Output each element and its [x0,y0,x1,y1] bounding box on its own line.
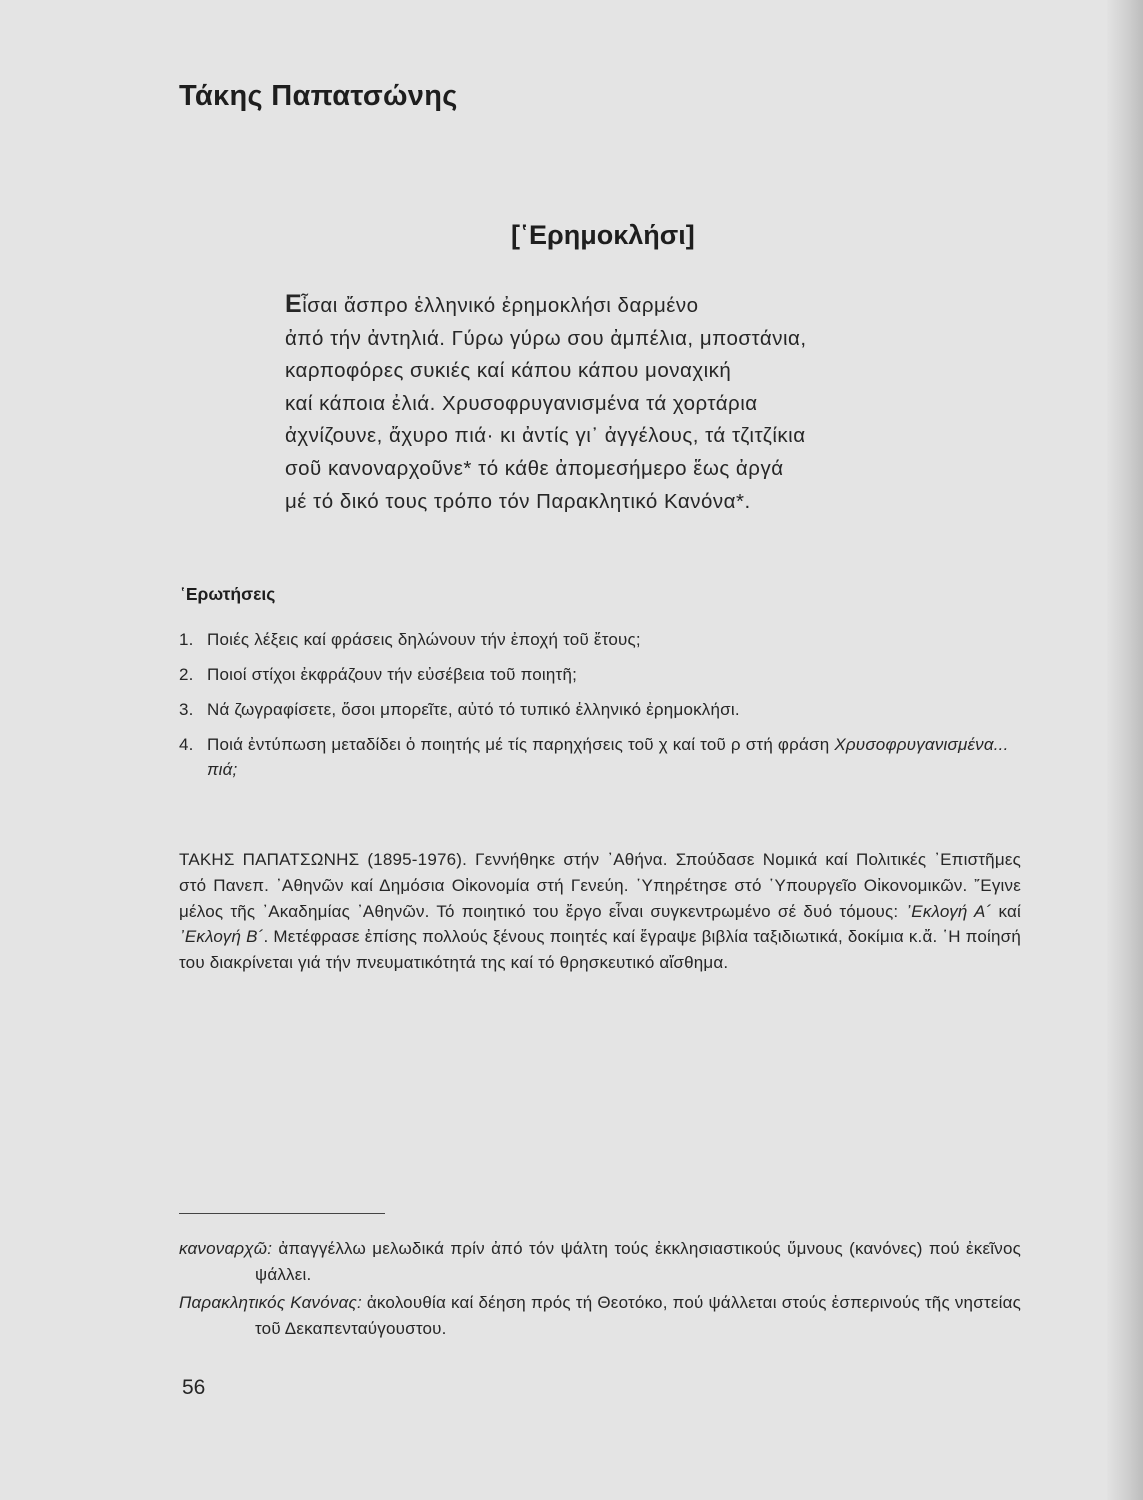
page-number: 56 [182,1376,206,1399]
drop-cap: Ε [285,290,303,318]
poem-line [285,288,807,323]
question-item [179,697,1021,722]
footnotes [179,1236,1021,1344]
author-name: Τάκης Παπατσώνης [179,80,458,112]
questions-heading: ῾Ερωτήσεις [180,584,276,604]
bio-book-title: ᾿Εκλογή Α´ [905,901,992,921]
poem-title: [῾Ερημοκλήσι] [511,220,695,250]
question-number: 1. [179,630,194,649]
poem-line: καρποφόρες συκιές καί κάπου κάπου μοναχική [285,359,732,383]
poem-line: σοῦ κανοναρχοῦνε* τό κάθε ἀπομεσήμερο ἕως ἀργά [285,456,784,480]
question-item [179,732,1021,782]
poem-body [285,288,807,518]
footnote-term: κανοναρχῶ: [179,1239,273,1258]
author-biography [179,847,1021,976]
poem-line: καί κάποια ἐλιά. Χρυσοφρυγανισμένα τά χορτάρια [285,391,758,415]
question-number: 3. [179,700,194,719]
poem-line: ἀπό τήν ἀντηλιά. Γύρω γύρω σου ἀμπέλια, μποστάνια, [285,326,807,350]
question-item [179,662,1021,687]
poem-line: ἀχνίζουνε, ἄχυρο πιά· κι ἀντίς γι᾿ ἀγγέλους, τά τζιτζίκια [285,424,806,448]
question-item [179,627,1021,652]
poem-line-text: ἶσαι ἄσπρο ἑλληνικό ἐρημοκλήσι δαρμένο [302,294,699,317]
poem-line: μέ τό δικό τους τρόπο τόν Παρακλητικό Κανόνα*. [285,489,751,513]
footnote-divider [179,1213,385,1214]
question-number: 2. [179,665,194,684]
bio-text: . Μετέφρασε ἐπίσης πολλούς ξένους ποιητές καί ἔγραψε βιβλία ταξιδιωτικά, δοκίμια κ.ἄ. ῾Η ποίησή του διακρίνεται γιά τήν πνευματικότητά της καί τό θρησκευτικό αἴσθημα. [179,927,1021,973]
bio-book-title: ᾿Εκλογή Β´ [179,927,264,947]
footnote [179,1290,1021,1342]
questions-list [179,627,1021,792]
question-text: Νά ζωγραφίσετε, ὅσοι μπορεῖτε, αὐτό τό τυπικό ἑλληνικό ἐρημοκλήσι. [207,700,740,719]
bio-text: καί [998,901,1021,921]
footnote-text: ἀπαγγέλλω μελωδικά πρίν ἀπό τόν ψάλτη τούς ἐκκλησιαστικούς ὕμνους (κανόνες) πού ἐκεῖνος ψάλλει. [255,1239,1021,1284]
bio-text: ΤΑΚΗΣ ΠΑΠΑΤΣΩΝΗΣ (1895-1976). Γεννήθηκε στήν ᾿Αθήνα. Σπούδασε Νομικά καί Πολιτικές ᾿Επιστῆμες στό Πανεπ. ᾿Αθηνῶν καί Δημόσια Οἰκονομία στή Γενεύη. ῾Υπηρέτησε στό ῾Υπουργεῖο Οἰκονομικῶν. ῎Εγινε μέλος τῆς ᾿Ακαδημίας ᾿Αθηνῶν. Τό ποιητικό του ἔργο εἶναι συγκεντρωμένο σέ δυό τόμους: [179,850,1021,921]
question-number: 4. [179,735,194,754]
footnote [179,1236,1021,1288]
question-italic-phrase: Χρυσοφρυγανισμένα... πιά; [207,735,1009,779]
question-text: Ποιές λέξεις καί φράσεις δηλώνουν τήν ἐποχή τοῦ ἔτους; [207,630,641,649]
question-text: Ποιά ἐντύπωση μεταδίδει ὁ ποιητής μέ τίς παρηχήσεις τοῦ χ καί τοῦ ρ στή φράση [207,735,830,754]
footnote-term: Παρακλητικός Κανόνας: [179,1293,362,1312]
footnote-text: ἀκολουθία καί δέηση πρός τή Θεοτόκο, πού ψάλλεται στούς ἑσπερινούς τῆς νηστείας τοῦ Δεκαπενταύγουστου. [255,1293,1021,1338]
question-text: Ποιοί στίχοι ἐκφράζουν τήν εὐσέβεια τοῦ ποιητῆ; [207,665,578,684]
page-edge-shadow [1107,0,1143,1500]
